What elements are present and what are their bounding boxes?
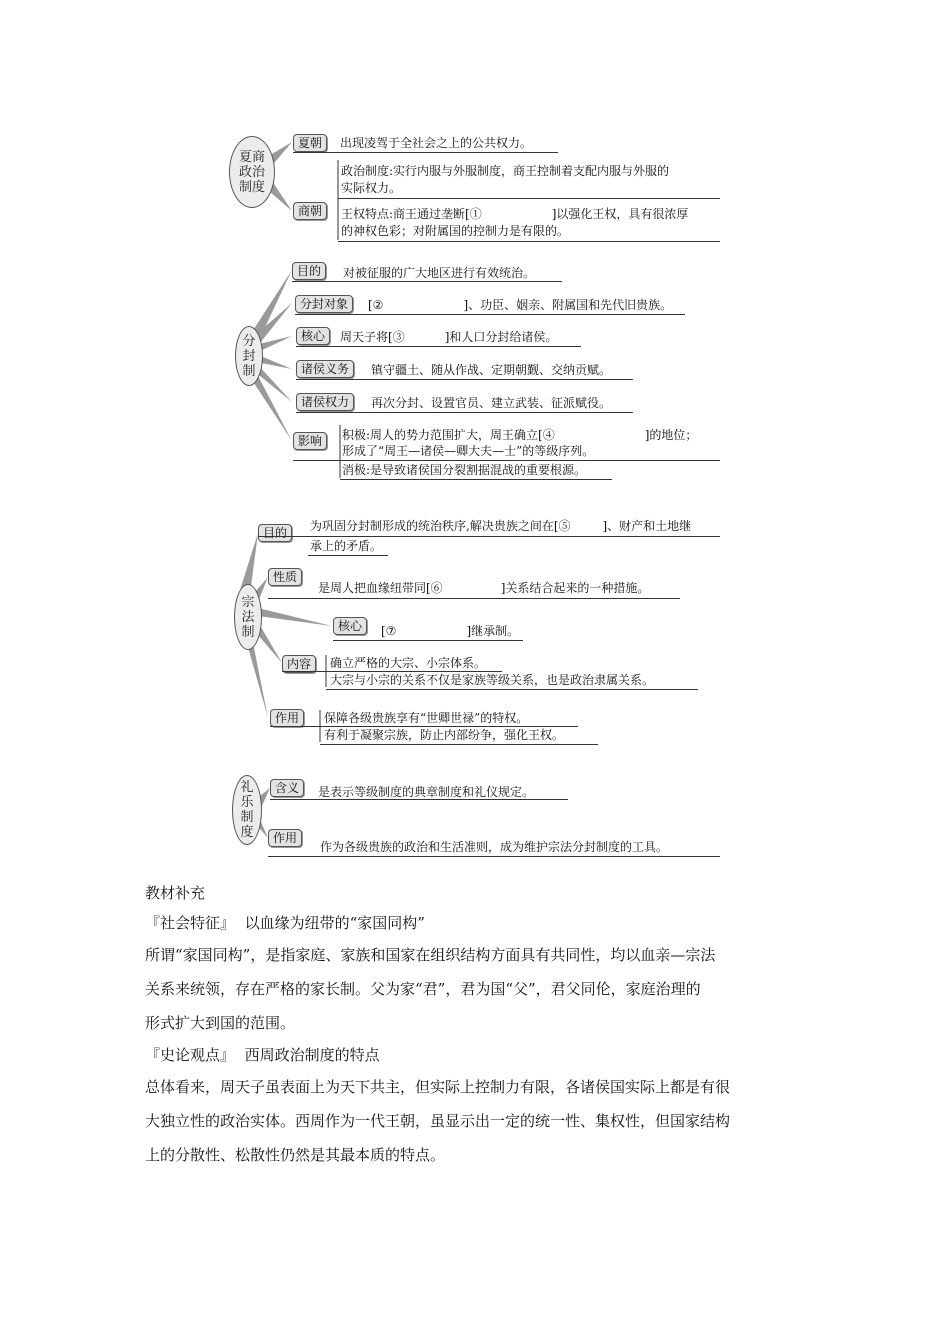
xiashang-oval bbox=[229, 136, 275, 208]
zongfa-core-pre: [⑦ bbox=[381, 624, 397, 638]
liyue-label-meaning: 含义 bbox=[270, 779, 304, 797]
zongfa-label-function: 作用 bbox=[270, 709, 304, 727]
social-line-3: 形式扩大到国的范围。 bbox=[145, 1014, 296, 1032]
fenfeng-text-impact-1 bbox=[342, 427, 697, 444]
history-title: 西周政治制度的特点 bbox=[244, 1046, 380, 1064]
zongfa-underline-7 bbox=[320, 744, 598, 745]
fenfeng-impact-1-post: ]的地位； bbox=[644, 428, 698, 442]
fenfeng-text-purpose: 对被征服的广大地区进行有效统治。 bbox=[343, 266, 536, 280]
fenfeng-objects-post: ]、功臣、姻亲、附属国和先代旧贵族。 bbox=[463, 298, 673, 312]
zongfa-underline-2 bbox=[268, 598, 680, 599]
fenfeng-core-post: ]和人口分封给诸侯。 bbox=[444, 330, 558, 344]
shang-text-2a-post: ]以强化王权，具有很浓厚 bbox=[551, 207, 689, 221]
liyue-label-function: 作用 bbox=[268, 829, 302, 847]
social-title: 以血缘为纽带的“家国同构” bbox=[244, 914, 425, 932]
xiashang-title: 夏商政治制度 bbox=[238, 149, 265, 195]
zongfa-text-core bbox=[381, 623, 519, 640]
social-tag: 『社会特征』 bbox=[145, 914, 236, 932]
fenfeng-text-impact-2: 形成了“周王—诸侯—卿大夫—士”的等级序列。 bbox=[342, 444, 595, 458]
fenfeng-objects-pre: [② bbox=[368, 298, 384, 312]
shang-text-2a-pre: 王权特点:商王通过垄断[① bbox=[341, 207, 482, 221]
zongfa-text-purpose-1 bbox=[310, 518, 691, 535]
social-heading bbox=[145, 910, 810, 936]
history-tag: 『史论观点』 bbox=[145, 1046, 236, 1064]
fenfeng-oval bbox=[235, 326, 263, 386]
fenfeng-text-impact-3: 消极:是导致诸侯国分裂割据混战的重要根源。 bbox=[342, 463, 587, 477]
zongfa-text-content-2: 大宗与小宗的关系不仅是家族等级关系，也是政治隶属关系。 bbox=[330, 673, 655, 687]
fenfeng-text-objects bbox=[368, 297, 672, 314]
liyue-title: 礼乐制度 bbox=[240, 780, 254, 840]
fenfeng-label-power: 诸侯权力 bbox=[296, 393, 354, 411]
social-line-2: 关系来统领，存在严格的家长制。父为家“君”，君为国“父”，君父同伦，家庭治理的 bbox=[145, 980, 701, 998]
fenfeng-underline-2 bbox=[295, 314, 685, 315]
zongfa-text-function-2: 有利于凝聚宗族，防止内部纷争，强化王权。 bbox=[324, 728, 565, 742]
zongfa-text-content-1: 确立严格的大宗、小宗体系。 bbox=[330, 656, 487, 670]
zongfa-label-core: 核心 bbox=[333, 617, 367, 635]
fenfeng-underline-3 bbox=[296, 346, 581, 347]
zongfa-underline-1 bbox=[258, 536, 720, 537]
xia-label: 夏朝 bbox=[293, 134, 327, 152]
fenfeng-label-impact: 影响 bbox=[293, 432, 327, 450]
supplement-heading: 教材补充 bbox=[145, 884, 206, 902]
fenfeng-label-duty: 诸侯义务 bbox=[296, 360, 354, 378]
zongfa-underline-3 bbox=[333, 640, 523, 641]
zongfa-underline-5 bbox=[326, 689, 698, 690]
liyue-text-meaning: 是表示等级制度的典章制度和礼仪规定。 bbox=[318, 785, 535, 799]
fenfeng-underline-6 bbox=[293, 460, 720, 461]
shang-text-2a bbox=[341, 206, 688, 223]
fenfeng-underline-7 bbox=[340, 479, 612, 480]
zongfa-oval bbox=[234, 584, 262, 650]
history-line-1: 总体看来，周天子虽表面上为天下共主，但实际上控制力有限，各诸侯国实际上都是有很 bbox=[145, 1078, 731, 1096]
shang-text-1b: 实际权力。 bbox=[341, 181, 402, 195]
zongfa-purpose-1-post: ]、财产和土地继 bbox=[602, 519, 692, 533]
fenfeng-underline-1 bbox=[292, 281, 562, 282]
liyue-underline-1 bbox=[270, 799, 568, 800]
supplement-section bbox=[145, 880, 810, 1172]
history-heading bbox=[145, 1042, 810, 1068]
zongfa-label-content: 内容 bbox=[282, 655, 316, 673]
zongfa-title: 宗法制 bbox=[241, 594, 255, 640]
fenfeng-label-objects: 分封对象 bbox=[295, 295, 353, 313]
xia-text: 出现凌驾于全社会之上的公共权力。 bbox=[340, 136, 533, 150]
fenfeng-label-purpose: 目的 bbox=[292, 262, 326, 280]
liyue-text-function: 作为各级贵族的政治和生活准则，成为维护宗法分封制度的工具。 bbox=[320, 840, 669, 854]
zongfa-nature-pre: 是周人把血缘纽带同[⑥ bbox=[318, 581, 443, 595]
zongfa-text-function-1: 保障各级贵族享有“世卿世禄”的特权。 bbox=[324, 711, 529, 725]
liyue-underline-2 bbox=[268, 856, 720, 857]
shang-text-1a: 政治制度:实行内服与外服制度，商王控制着支配内服与外服的 bbox=[341, 164, 670, 178]
fenfeng-text-core bbox=[340, 329, 557, 346]
fenfeng-text-power: 再次分封、设置官员、建立武装、征派赋役。 bbox=[371, 396, 612, 410]
social-line-1: 所谓“家国同构”，是指家庭、家族和国家在组织结构方面具有共同性，均以血亲—宗法 bbox=[145, 946, 716, 964]
history-line-2: 大独立性的政治实体。西周作为一代王朝，虽显示出一定的统一性、集权性，但国家结构 bbox=[145, 1112, 731, 1130]
liyue-oval bbox=[232, 775, 262, 845]
zongfa-label-purpose: 目的 bbox=[258, 524, 292, 542]
fenfeng-impact-1-pre: 积极:周人的势力范围扩大，周王确立[④ bbox=[342, 428, 555, 442]
history-line-3: 上的分散性、松散性仍然是其最本质的特点。 bbox=[145, 1146, 446, 1164]
zongfa-text-nature bbox=[318, 580, 649, 597]
xia-underline bbox=[293, 152, 558, 153]
fenfeng-title: 分封制 bbox=[242, 333, 256, 379]
zongfa-nature-post: ]关系结合起来的一种措施。 bbox=[500, 581, 650, 595]
shang-text-2b: 的神权色彩；对附属国的控制力是有限的。 bbox=[341, 224, 570, 238]
fenfeng-label-core: 核心 bbox=[296, 327, 330, 345]
fenfeng-underline-4 bbox=[296, 379, 633, 380]
shang-label: 商朝 bbox=[293, 202, 327, 220]
zongfa-underline-1b bbox=[308, 555, 388, 556]
shang-underline-1 bbox=[338, 198, 720, 199]
zongfa-label-nature: 性质 bbox=[268, 568, 302, 586]
fenfeng-underline-5 bbox=[296, 412, 633, 413]
fenfeng-text-duty: 镇守疆土、随从作战、定期朝觐、交纳贡赋。 bbox=[371, 363, 612, 377]
zongfa-purpose-1-pre: 为巩固分封制形成的统治秩序,解决贵族之间在[⑤ bbox=[310, 519, 571, 533]
zongfa-text-purpose-2: 承上的矛盾。 bbox=[310, 539, 383, 553]
shang-underline-2 bbox=[338, 241, 720, 242]
zongfa-core-post: ]继承制。 bbox=[466, 624, 520, 638]
fenfeng-core-pre: 周天子将[③ bbox=[340, 330, 405, 344]
